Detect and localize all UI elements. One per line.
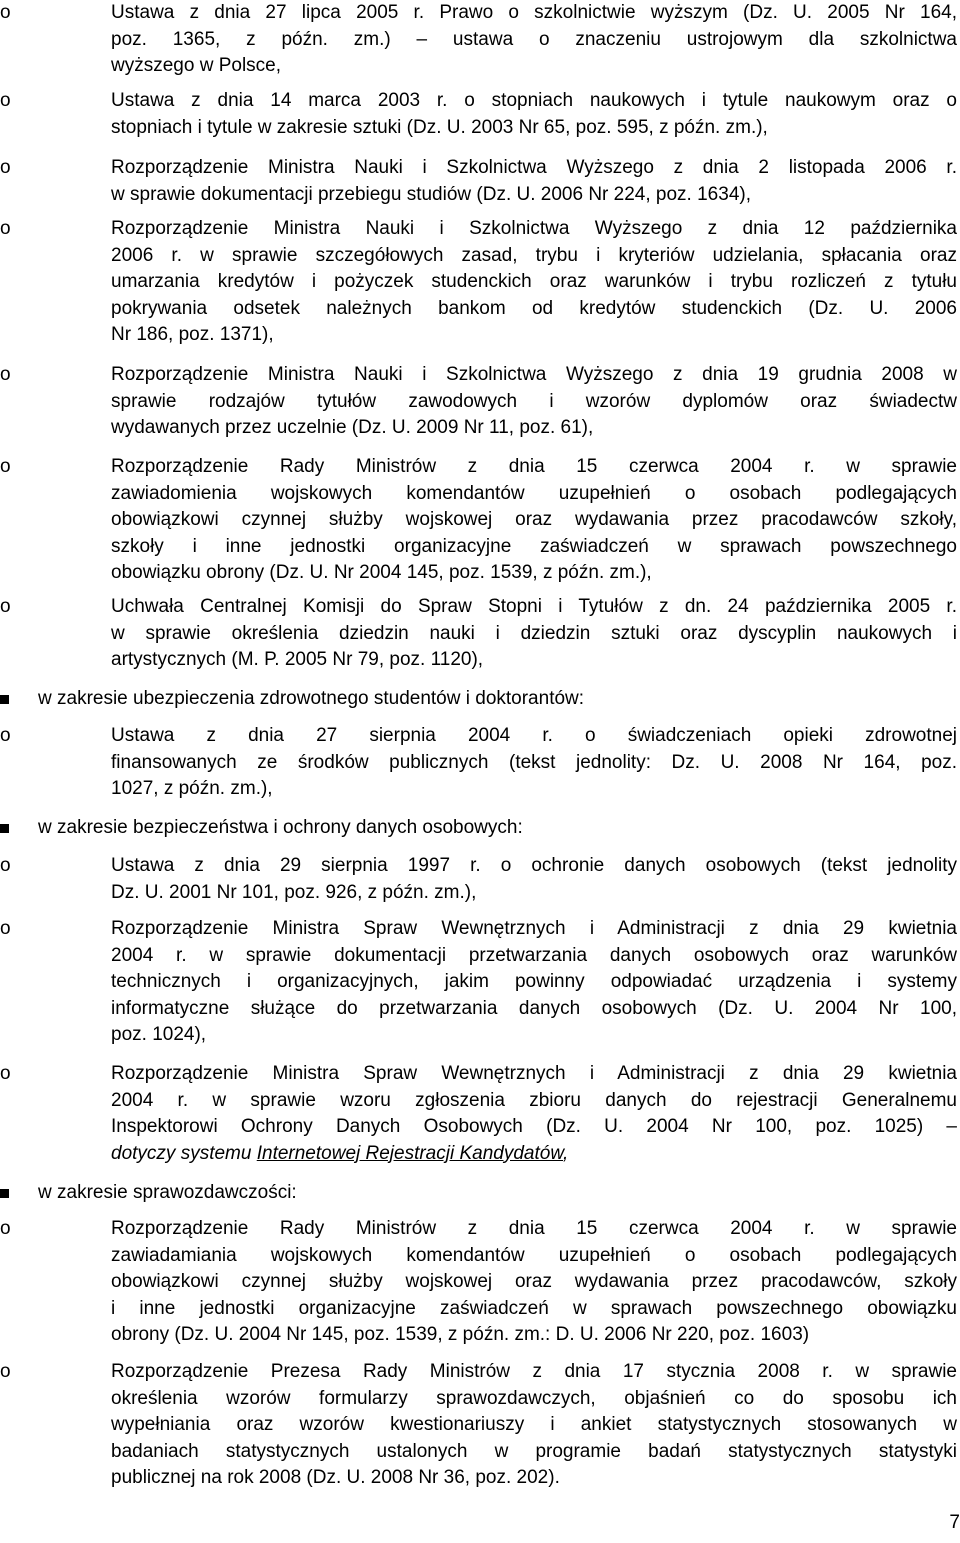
- list-item-line: Nr 186, poz. 1371),: [111, 324, 274, 345]
- list-marker: o: [0, 456, 11, 477]
- list-item-line: 2006 r. w sprawie szczegółowych zasad, trybu i kryteriów udzielania, spłacania oraz: [111, 244, 957, 266]
- list-marker: o: [0, 157, 11, 178]
- list-item-line: umarzania kredytów i pożyczek studenckich oraz warunków i trybu rozliczeń z tytułu: [111, 271, 957, 292]
- list-item: [0, 1061, 960, 1167]
- list-item-line: Rozporządzenie Ministra Spraw Wewnętrznych i Administracji z dnia 29 kwietnia: [111, 1063, 957, 1084]
- list-item-line: technicznych i organizacyjnych, jakim powinny odpowiadać urządzenia i systemy: [111, 971, 957, 992]
- list-item: [0, 0, 960, 80]
- list-item-line: poz. 1024),: [111, 1024, 207, 1045]
- list-marker: o: [0, 1218, 11, 1239]
- list-item-line: obrony (Dz. U. 2004 Nr 145, poz. 1539, z późn. zm.: D. U. 2006 Nr 220, poz. 1603): [111, 1324, 810, 1345]
- list-marker: o: [0, 364, 11, 385]
- list-item-line: informatyczne służące do przetwarzania danych osobowych (Dz. U. 2004 Nr 100,: [111, 997, 957, 1019]
- italic-note-tail: ,: [563, 1142, 569, 1164]
- list-item: [0, 594, 960, 674]
- list-item-line: Rozporządzenie Rady Ministrów z dnia 15 czerwca 2004 r. w sprawie: [111, 456, 957, 477]
- list-item-line: określenia wzorów formularzy sprawozdawczych, objaśnień co do sposobu ich: [111, 1387, 957, 1409]
- list-item-line: w sprawie określenia dziedzin nauki i dziedzin sztuki oraz dyscyplin naukowych i: [111, 622, 957, 644]
- list-item-line: 2004 r. w sprawie dokumentacji przetwarzania danych osobowych oraz warunków: [111, 944, 957, 966]
- list-item-line: obowiązkowi czynnej służby wojskowej oraz wydawania przez pracodawców szkoły,: [111, 509, 957, 530]
- section-heading-reporting: [0, 1180, 960, 1207]
- list-item-line: Rozporządzenie Ministra Spraw Wewnętrznych i Administracji z dnia 29 kwietnia: [111, 918, 957, 939]
- list-item: [0, 723, 960, 803]
- list-item-line: Ustawa z dnia 27 lipca 2005 r. Prawo o szkolnictwie wyższym (Dz. U. 2005 Nr 164,: [111, 2, 957, 23]
- list-item: [0, 216, 960, 349]
- list-item-line: zawiadomienia wojskowych komendantów uzupełnień o osobach podlegających: [111, 482, 957, 504]
- list-item-line: stopniach i tytule w zakresie sztuki (Dz. U. 2003 Nr 65, poz. 595, z późn. zm.),: [111, 116, 768, 138]
- list-item-line: wypełniania oraz wzorów kwestionariuszy i ankiet statystycznych stosowanych w: [111, 1414, 957, 1435]
- list-item-line: wyższego w Polsce,: [111, 55, 282, 76]
- list-item: [0, 454, 960, 587]
- square-bullet-icon: [0, 1189, 9, 1198]
- list-item-line: Ustawa z dnia 29 sierpnia 1997 r. o ochronie danych osobowych (tekst jednolity: [111, 855, 957, 876]
- list-item-line: zawiadamiania wojskowych komendantów uzupełnień o osobach podlegających: [111, 1244, 957, 1266]
- list-item-line: obowiązku obrony (Dz. U. Nr 2004 145, poz. 1539, z późn. zm.),: [111, 562, 652, 583]
- list-item-line: 1027, z późn. zm.),: [111, 778, 273, 799]
- list-marker: o: [0, 596, 11, 617]
- list-item: [0, 916, 960, 1049]
- section-heading-security: [0, 815, 960, 842]
- list-item-line: pokrywania odsetek należnych bankom od kredytów studenckich (Dz. U. 2006: [111, 297, 957, 319]
- list-item-line: Rozporządzenie Prezesa Rady Ministrów z dnia 17 stycznia 2008 r. w sprawie: [111, 1361, 957, 1382]
- list-item-line: wydawanych przez uczelnie (Dz. U. 2009 Nr 11, poz. 61),: [111, 417, 594, 438]
- list-item-line: Uchwała Centralnej Komisji do Spraw Stopni i Tytułów z dn. 24 października 2005 r.: [111, 596, 957, 617]
- list-item: [0, 88, 960, 141]
- list-item-line: Rozporządzenie Ministra Nauki i Szkolnictwa Wyższego z dnia 2 listopada 2006 r.: [111, 157, 957, 178]
- list-item-line: i inne jednostki organizacyjne zaświadczeń w sprawach powszechnego obowiązku: [111, 1297, 957, 1319]
- list-item-line: Rozporządzenie Rady Ministrów z dnia 15 czerwca 2004 r. w sprawie: [111, 1218, 957, 1239]
- section-heading-text: w zakresie sprawozdawczości:: [38, 1182, 297, 1203]
- list-marker: o: [0, 918, 11, 939]
- list-item-line: Rozporządzenie Ministra Nauki i Szkolnictwa Wyższego z dnia 19 grudnia 2008 w: [111, 364, 957, 385]
- italic-note-text: dotyczy systemu: [111, 1142, 257, 1164]
- list-item-line: Ustawa z dnia 27 sierpnia 2004 r. o świadczeniach opieki zdrowotnej: [111, 725, 957, 746]
- list-item-line: Rozporządzenie Ministra Nauki i Szkolnictwa Wyższego z dnia 12 października: [111, 218, 957, 239]
- list-item-line: obowiązkowi czynnej służby wojskowej oraz wydawania przez pracodawców, szkoły: [111, 1271, 957, 1292]
- list-item-line: poz. 1365, z późn. zm.) – ustawa o znaczeniu ustrojowym dla szkolnictwa: [111, 28, 957, 50]
- list-item-line: publicznej na rok 2008 (Dz. U. 2008 Nr 36, poz. 202).: [111, 1467, 560, 1488]
- section-heading-health: [0, 686, 960, 713]
- list-marker: o: [0, 855, 11, 876]
- list-item-line: finansowanych ze środków publicznych (tekst jednolity: Dz. U. 2008 Nr 164, poz.: [111, 751, 957, 773]
- list-marker: o: [0, 1063, 11, 1084]
- list-item-line: Ustawa z dnia 14 marca 2003 r. o stopniach naukowych i tytule naukowym oraz o: [111, 90, 957, 111]
- list-item: [0, 1359, 960, 1492]
- list-item-line: w sprawie dokumentacji przebiegu studiów (Dz. U. 2006 Nr 224, poz. 1634),: [111, 183, 751, 205]
- list-marker: o: [0, 725, 11, 746]
- list-marker: o: [0, 218, 11, 239]
- italic-note-underlined: Internetowej Rejestracji Kandydatów: [256, 1142, 564, 1164]
- list-item-line: sprawie rodzajów tytułów zawodowych i wzorów dyplomów oraz świadectw: [111, 390, 957, 412]
- list-item-line: artystycznych (M. P. 2005 Nr 79, poz. 1120),: [111, 649, 484, 670]
- list-item: [0, 362, 960, 442]
- list-item: [0, 155, 960, 208]
- italic-note: [111, 1141, 957, 1168]
- list-item: [0, 1216, 960, 1349]
- square-bullet-icon: [0, 824, 9, 833]
- list-item-line: szkoły i inne jednostki organizacyjne zaświadczeń w sprawach powszechnego: [111, 535, 957, 557]
- page-number: 7: [949, 1512, 960, 1533]
- list-marker: o: [0, 2, 11, 23]
- list-item: [0, 853, 960, 906]
- list-marker: o: [0, 1361, 11, 1382]
- list-item-line: 2004 r. w sprawie wzoru zgłoszenia zbioru danych do rejestracji Generalnemu: [111, 1089, 957, 1111]
- list-item-line: badaniach statystycznych ustalonych w programie badań statystycznych statystyki: [111, 1440, 957, 1462]
- list-item-line: Inspektorowi Ochrony Danych Osobowych (Dz. U. 2004 Nr 100, poz. 1025) –: [111, 1116, 957, 1137]
- section-heading-text: w zakresie bezpieczeństwa i ochrony danych osobowych:: [38, 817, 523, 838]
- list-marker: o: [0, 90, 11, 111]
- list-item-line: Dz. U. 2001 Nr 101, poz. 926, z późn. zm.),: [111, 881, 477, 903]
- square-bullet-icon: [0, 695, 9, 704]
- section-heading-text: w zakresie ubezpieczenia zdrowotnego studentów i doktorantów:: [38, 688, 585, 709]
